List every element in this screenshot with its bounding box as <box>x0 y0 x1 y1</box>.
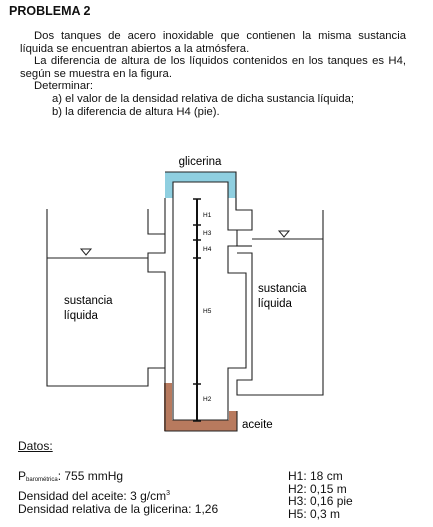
data-right-column <box>288 470 353 520</box>
problem-title: PROBLEMA 2 <box>9 4 91 18</box>
h1-value: H1: 18 cm <box>288 469 343 483</box>
h4-label: H4 <box>203 246 212 253</box>
left-tank-label-line1: sustancia <box>64 295 113 307</box>
pressure-value: : 755 mmHg <box>57 469 124 483</box>
data-heading: Datos: <box>18 439 53 453</box>
right-tank-label-line2: líquida <box>258 298 292 310</box>
right-level-marker-icon <box>279 231 289 237</box>
oil-density-row <box>18 487 218 503</box>
h2-value: H2: 0,15 m <box>288 481 347 496</box>
oil-density-exponent: 3 <box>166 490 170 497</box>
data-left-column <box>18 470 218 516</box>
h2-label: H2 <box>203 396 212 403</box>
right-tank-label-line1: sustancia <box>258 283 307 295</box>
statement-paragraph-1: Dos tanques de acero inoxidable que contienen la misma sustancia líquida se encuentran abiertos a la atmósfera. <box>20 30 406 55</box>
h3-value: H3: 0,16 pie <box>288 494 353 508</box>
pressure-row <box>18 470 218 487</box>
h5-label: H5 <box>203 308 212 315</box>
manometer-tube <box>165 172 252 420</box>
h1-label: H1 <box>203 212 212 219</box>
glycerin-fill <box>165 172 236 198</box>
oil-density-text: Densidad del aceite: 3 g/cm <box>18 489 167 503</box>
glycerin-label: glicerina <box>178 156 222 168</box>
pressure-subscript: barométrica <box>26 477 58 483</box>
pressure-symbol: P <box>18 469 27 483</box>
question-b: b) la diferencia de altura H4 (pie). <box>52 105 220 118</box>
glycerin-density-row: Densidad relativa de la glicerina: 1,26 <box>18 502 219 516</box>
h5-value: H5: 0,3 m <box>288 506 341 521</box>
oil-fill <box>164 383 237 431</box>
statement-paragraph-2: La diferencia de altura de los líquidos contenidos en los tanques es H4, según se muestra en la figura. <box>20 55 406 80</box>
left-level-marker-icon <box>81 249 91 255</box>
h3-label: H3 <box>203 230 212 237</box>
left-tank-label-line2: líquida <box>64 310 98 322</box>
oil-label: aceite <box>242 419 273 431</box>
question-a: a) el valor de la densidad relativa de dicha sustancia líquida; <box>52 92 355 105</box>
determine-label: Determinar: <box>34 80 94 93</box>
